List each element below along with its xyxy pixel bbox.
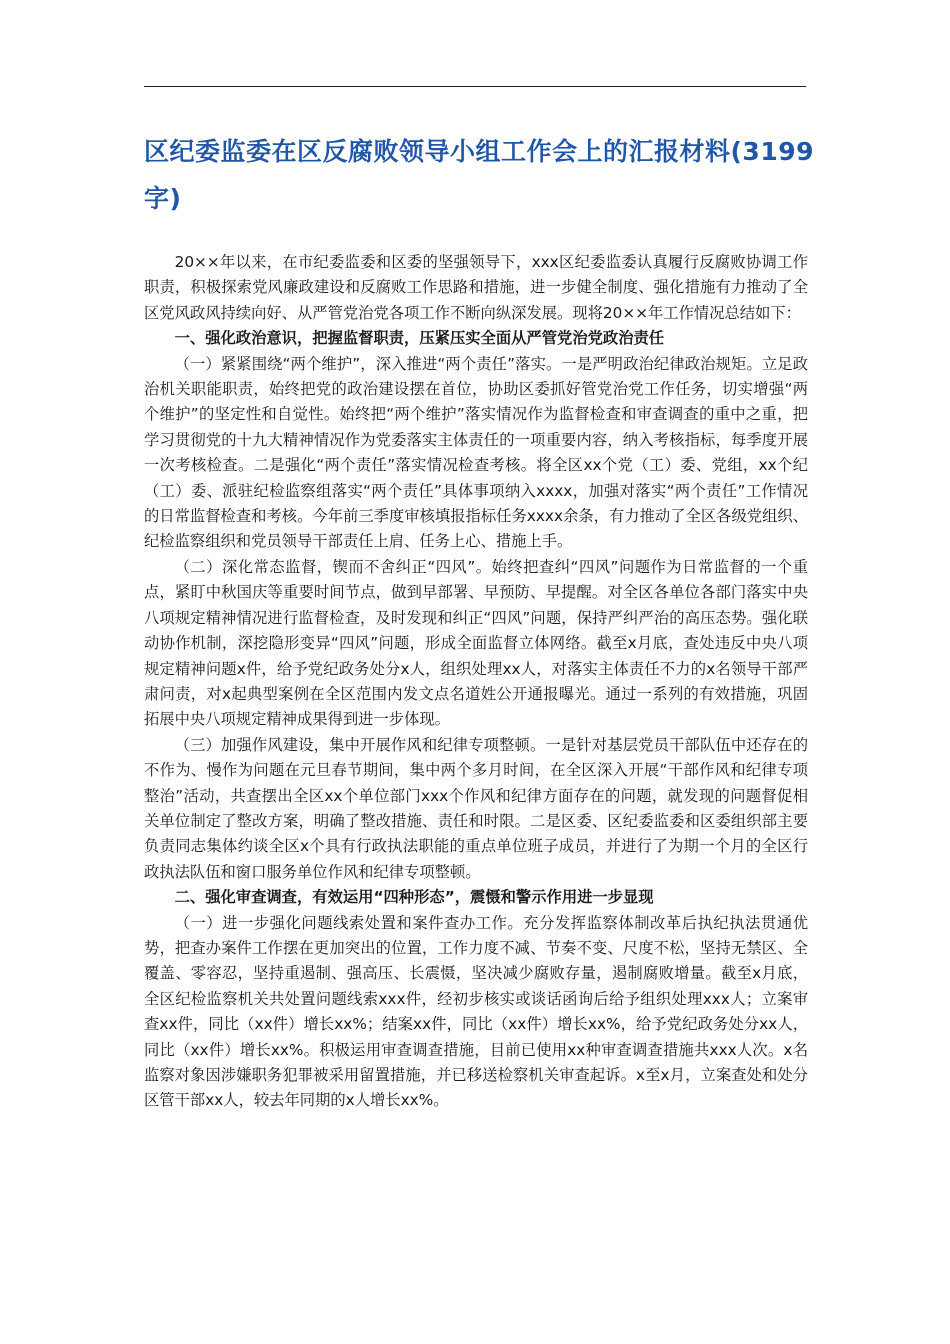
header-rule — [144, 86, 806, 87]
paragraph-1-3: （三）加强作风建设，集中开展作风和纪律专项整顿。一是针对基层党员干部队伍中还存在的不作为、慢作为问题在元旦春节期间，集中两个多月时间，在全区深入开展“干部作风和纪律专项整治”活动，共查摆出全区xx个单位部门xxx个作风和纪律方面存在的问题，就发现的问题督促相关单位制定了整改方案，明确了整改措施、责任和时限。二是区委、区纪委监委和区委组织部主要负责同志集体约谈全区x个具有行政执法职能的重点单位班子成员，并进行了为期一个月的全区行政执法队伍和窗口服务单位作风和纪律专项整顿。 — [144, 735, 808, 881]
document-body — [144, 250, 808, 1114]
section-heading-1: 一、强化政治意识，把握监督职责，压紧压实全面从严管党治党政治责任 — [174, 329, 665, 348]
section-heading-2: 二、强化审查调查，有效运用“四种形态”，震慑和警示作用进一步显现 — [174, 888, 654, 907]
paragraph-2-1: （一）进一步强化问题线索处置和案件查办工作。充分发挥监察体制改革后执纪执法贯通优势，把查办案件工作摆在更加突出的位置，工作力度不减、节奏不变、尺度不松，坚持无禁区、全覆盖、零容忍，坚持重遏制、强高压、长震慑，坚决减少腐败存量，遏制腐败增量。截至x月底，全区纪检监察机关共处置问题线索xxx件，经初步核实或谈话函询后给予组织处理xxx人；立案审查xx件，同比（xx件）增长xx%；结案xx件，同比（xx件）增长xx%，给予党纪政务处分xx人，同比（xx件）增长xx%。积极运用审查调查措施，目前已使用xx种审查调查措施共xxx人次。x名监察对象因涉嫌职务犯罪被采用留置措施，并已移送检察机关审查起诉。x至x月，立案查处和处分区管干部xx人，较去年同期的x人增长xx%。 — [144, 913, 808, 1110]
paragraph-1-2: （二）深化常态监督，锲而不舍纠正“四风”。始终把查纠“四风”问题作为日常监督的一个重点，紧盯中秋国庆等重要时间节点，做到早部署、早预防、早提醒。对全区各单位各部门落实中央八项规定精神情况进行监督检查，及时发现和纠正“四风”问题，保持严纠严治的高压态势。强化联动协作机制，深挖隐形变异“四风”问题，形成全面监督立体网络。截至x月底，查处违反中央八项规定精神问题x件，给予党纪政务处分x人，组织处理xx人，对落实主体责任不力的x名领导干部严肃问责，对x起典型案例在全区范围内发文点名道姓公开通报曝光。通过一系列的有效措施，巩固拓展中央八项规定精神成果得到进一步体现。 — [144, 557, 808, 729]
document-title: 区纪委监委在区反腐败领导小组工作会上的汇报材料(3199字) — [144, 137, 815, 213]
paragraph-1-1: （一）紧紧围绕“两个维护”，深入推进“两个责任”落实。一是严明政治纪律政治规矩。立足政治机关职能职责，始终把党的政治建设摆在首位，协助区委抓好管党治党工作任务，切实增强“两个维护”的坚定性和自觉性。始终把“两个维护”落实情况作为监督检查和审查调查的重中之重，把学习贯彻党的十九大精神情况作为党委落实主体责任的一项重要内容，纳入考核指标，每季度开展一次考核检查。二是强化“两个责任”落实情况检查考核。将全区xx个党（工）委、党组，xx个纪（工）委、派驻纪检监察组落实“两个责任”具体事项纳入xxxx，加强对落实“两个责任”工作情况的日常监督检查和考核。今年前三季度审核填报指标任务xxxx余条，有力推动了全区各级党组织、纪检监察组织和党员领导干部责任上肩、任务上心、措施上手。 — [144, 354, 808, 551]
intro-paragraph: 20××年以来，在市纪委监委和区委的坚强领导下，xxx区纪委监委认真履行反腐败协调工作职责，积极探索党风廉政建设和反腐败工作思路和措施，进一步健全制度、强化措施有力推动了全区党风政风持续向好、从严管党治党各项工作不断向纵深发展。现将20××年工作情况总结如下： — [144, 253, 808, 322]
